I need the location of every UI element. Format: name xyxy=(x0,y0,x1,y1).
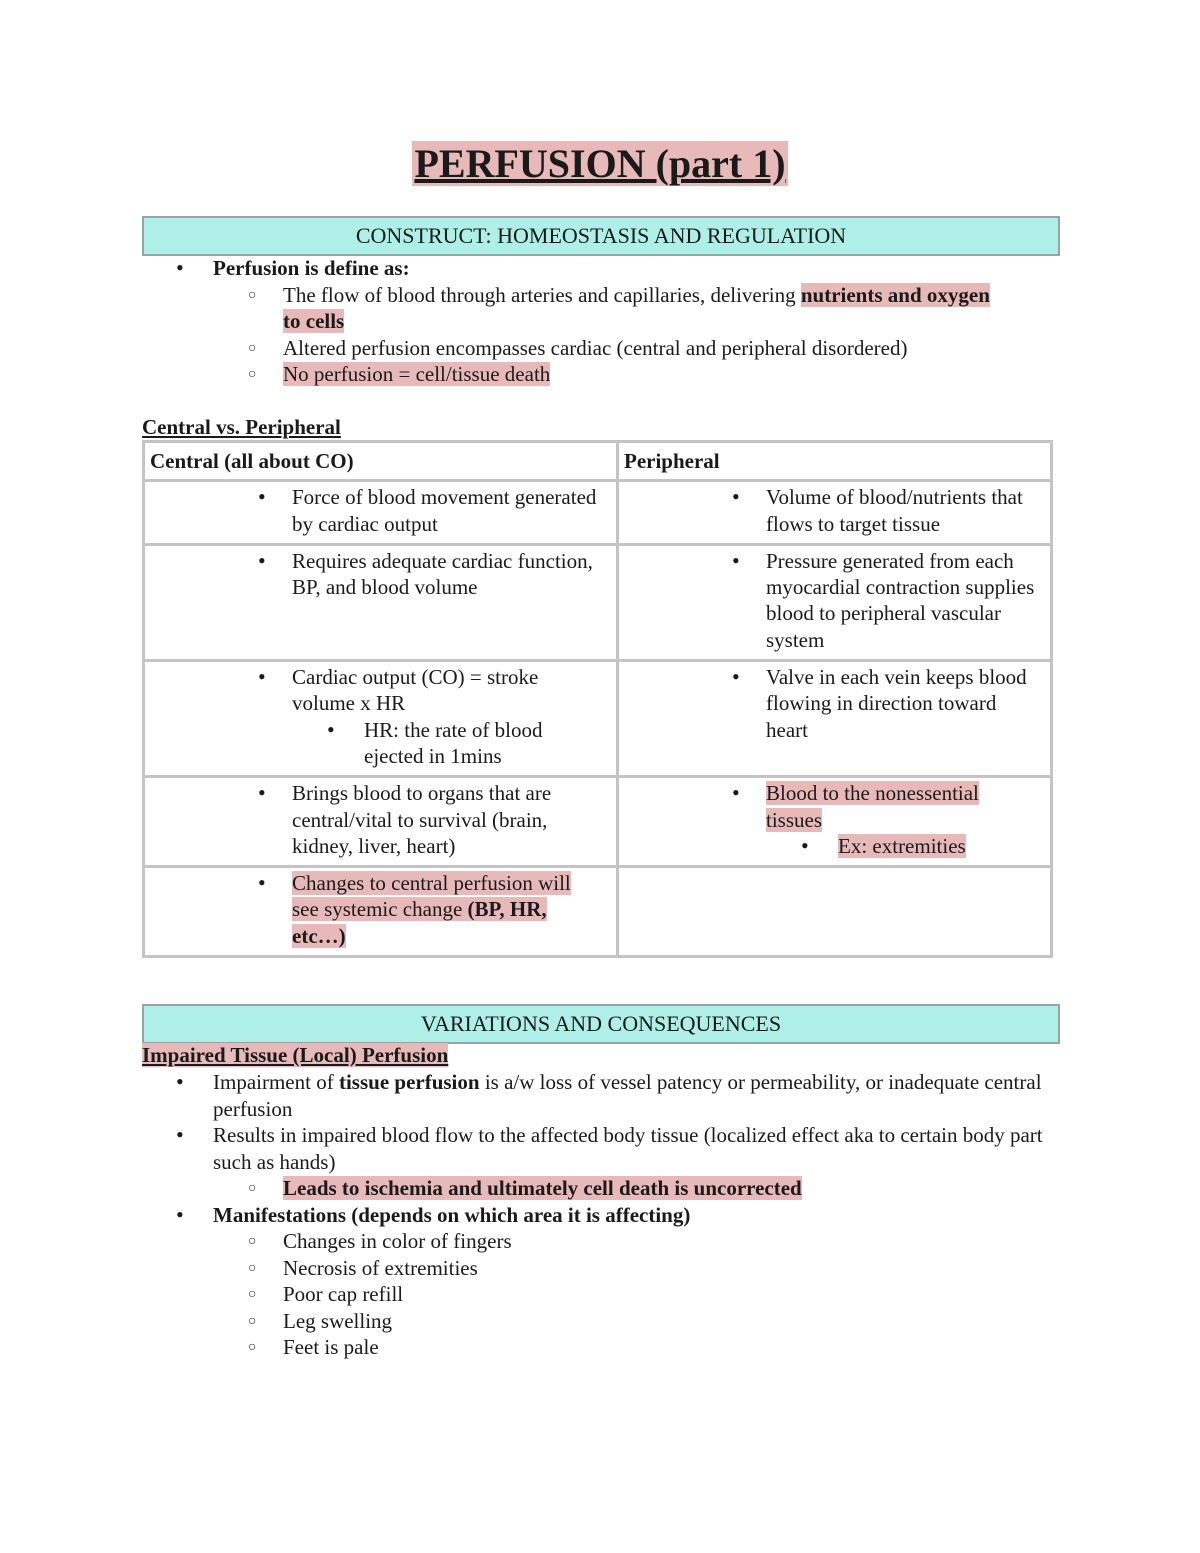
bullet-icon: • xyxy=(801,832,809,858)
table-cell: • Blood to the nonessential tissues • Ex: extremities xyxy=(618,777,1052,867)
section-banner-variations: VARIATIONS AND CONSEQUENCES xyxy=(142,1004,1060,1044)
table-row xyxy=(144,867,1052,957)
table-cell: • Volume of blood/nutrients that flows to target tissue xyxy=(618,481,1052,545)
bullet-icon: • xyxy=(732,484,740,510)
table-row xyxy=(144,544,1052,660)
table-row xyxy=(144,661,1052,777)
section-banner-construct: CONSTRUCT: HOMEOSTASIS AND REGULATION xyxy=(142,216,1060,256)
circle-bullet-icon: ○ xyxy=(248,340,257,356)
table-cell: • Valve in each vein keeps blood flowing in direction toward heart xyxy=(618,661,1052,777)
circle-bullet-icon: ○ xyxy=(248,1313,257,1329)
circle-bullet-icon: ○ xyxy=(248,287,257,303)
central-vs-peripheral-table xyxy=(142,440,1053,958)
perfusion-definition-list xyxy=(142,255,1072,388)
bullet-icon: • xyxy=(258,547,266,573)
column-header-peripheral: Peripheral xyxy=(618,442,1052,481)
bullet-icon: • xyxy=(258,870,266,896)
bullet-icon: • xyxy=(258,664,266,690)
list-item: ○ No perfusion = cell/tissue death xyxy=(142,361,1072,388)
bullet-icon: • xyxy=(258,484,266,510)
circle-bullet-icon: ○ xyxy=(248,1340,257,1355)
circle-bullet-icon: ○ xyxy=(248,367,257,382)
list-item: ○ Poor cap refill xyxy=(142,1281,1072,1308)
table-row xyxy=(144,777,1052,867)
central-vs-peripheral-heading: Central vs. Peripheral xyxy=(142,415,341,439)
bullet-icon: • xyxy=(176,1069,184,1094)
impaired-tissue-heading: Impaired Tissue (Local) Perfusion xyxy=(142,1043,449,1067)
bullet-icon: • xyxy=(732,780,740,806)
list-item: ○ Altered perfusion encompasses cardiac (central and peripheral disordered) xyxy=(142,335,1072,362)
table-cell: • Force of blood movement generated by cardiac output xyxy=(144,481,618,545)
bullet-icon: • xyxy=(176,255,184,280)
list-item: ○ Feet is pale xyxy=(142,1334,1072,1361)
bullet-icon: • xyxy=(327,716,335,742)
table-cell: • Changes to central perfusion will see systemic change (BP, HR, etc…) xyxy=(144,867,618,957)
table-row xyxy=(144,481,1052,545)
bullet-icon: • xyxy=(176,1201,184,1227)
table-cell: • Requires adequate cardiac function, BP, and blood volume xyxy=(144,544,618,660)
circle-bullet-icon: ○ xyxy=(248,1181,257,1196)
circle-bullet-icon: ○ xyxy=(248,1287,257,1302)
bullet-icon: • xyxy=(258,780,266,806)
bullet-icon: • xyxy=(176,1122,184,1147)
list-item: • Results in impaired blood flow to the affected body tissue (localized effect aka to certain body part such as hands) xyxy=(176,1122,1043,1174)
bullet-icon: • xyxy=(732,664,740,690)
list-item: ○ Changes in color of fingers xyxy=(142,1228,1072,1255)
table-header-row xyxy=(144,442,1052,481)
impaired-perfusion-list xyxy=(142,1069,1072,1361)
list-item: • Perfusion is define as: xyxy=(176,255,410,280)
list-item: • Manifestations (depends on which area it is affecting) xyxy=(176,1201,691,1227)
table-cell: • Brings blood to organs that are central/vital to survival (brain, kidney, liver, heart) xyxy=(144,777,618,867)
list-item: ○ Necrosis of extremities xyxy=(142,1255,1072,1282)
list-item: ○ Leads to ischemia and ultimately cell death is uncorrected xyxy=(142,1175,1072,1202)
page-title: PERFUSION (part 1) xyxy=(414,141,786,186)
list-item: • Impairment of tissue perfusion is a/w loss of vessel patency or permeability, or inadequate central perfusion xyxy=(176,1069,1042,1121)
table-cell: • Cardiac output (CO) = stroke volume x HR • HR: the rate of blood ejected in 1mins xyxy=(144,661,618,777)
table-cell: • Pressure generated from each myocardial contraction supplies blood to peripheral vascular system xyxy=(618,544,1052,660)
list-item: ○ Leg swelling xyxy=(142,1308,1072,1335)
circle-bullet-icon: ○ xyxy=(248,1260,257,1276)
list-item: ○ The flow of blood through arteries and capillaries, delivering nutrients and oxygen to cells xyxy=(248,282,990,333)
table-cell xyxy=(618,867,1052,957)
circle-bullet-icon: ○ xyxy=(248,1234,257,1249)
bullet-icon: • xyxy=(732,547,740,573)
column-header-central: Central (all about CO) xyxy=(144,442,618,481)
